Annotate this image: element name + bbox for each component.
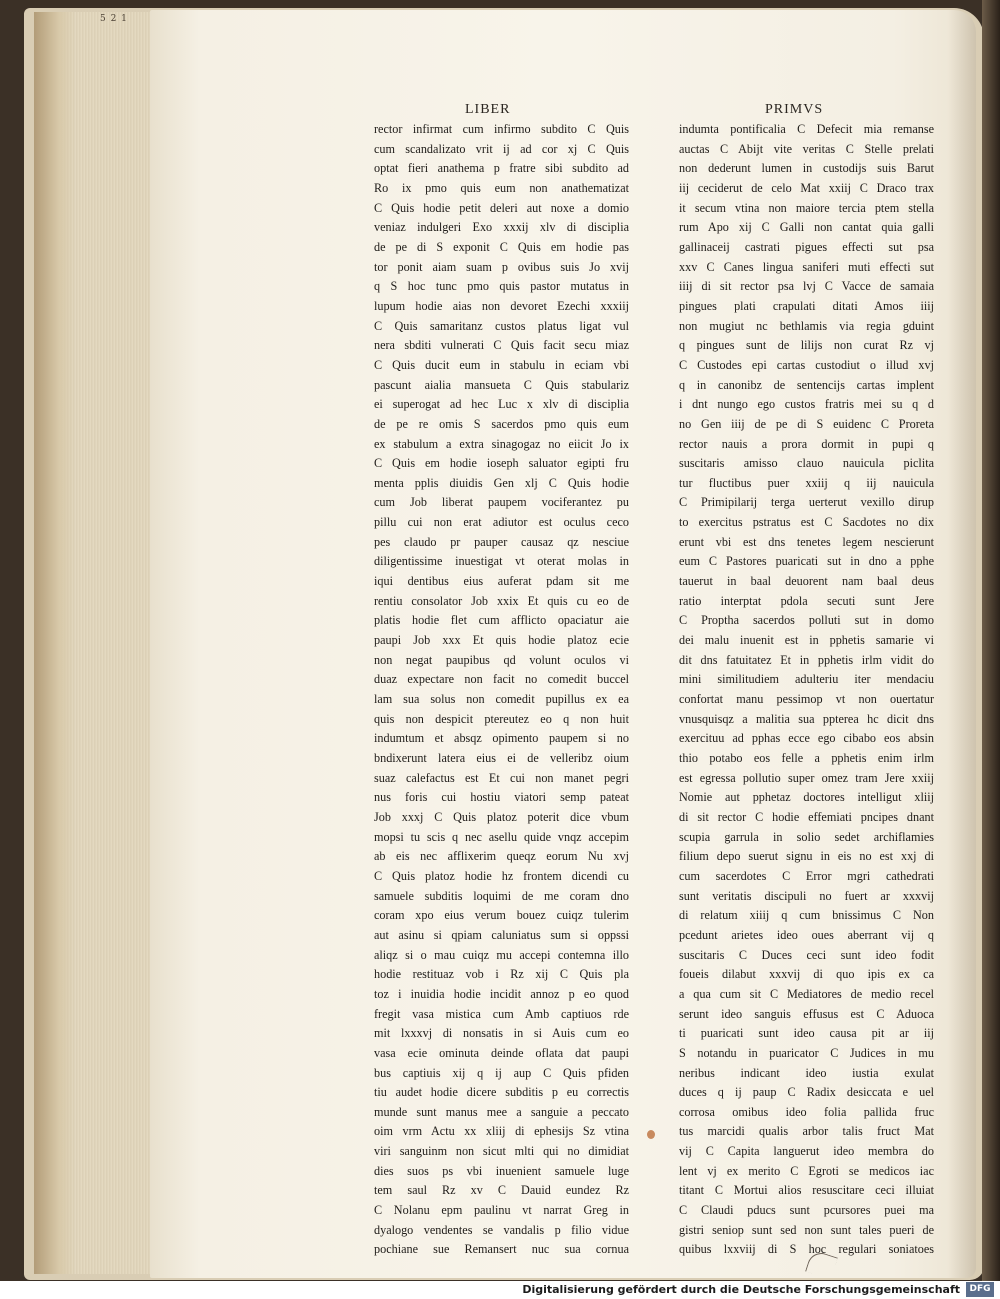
- text-line: de pe re omis S sacerdos pmo quis eum: [374, 416, 629, 431]
- text-line: munde sunt manus mee a sanguie a peccato: [374, 1104, 629, 1119]
- text-line: aliqz si o mau cuiqz mu accepi contemna illo: [374, 947, 629, 962]
- text-line: C Primipilarij terga uerterut vexillo dirup: [679, 495, 934, 510]
- text-line: ratio interptat pdola secuti sunt Jere: [679, 593, 934, 608]
- paper-stain: [647, 1130, 655, 1139]
- text-line: nus foris cui hostiu viatori semp pateat: [374, 790, 629, 805]
- text-line: di sit rector C hodie effemiati pncipes dnant: [679, 809, 934, 824]
- text-line: sunt veritatis discipuli no fuert ar xxxvij: [679, 888, 934, 903]
- text-line: iiij di sit rector psa lvj C Vacce de samaia: [679, 279, 934, 294]
- text-line: C Quis samaritanz custos platus ligat vul: [374, 318, 629, 333]
- text-line: to exercitus pstratus est C Sacdotes no dix: [679, 515, 934, 530]
- text-column-right: [679, 120, 934, 1260]
- text-line: serunt ideo sanguis effusus est C Aduoca: [679, 1006, 934, 1021]
- text-line: scupia garrula in solio sedet archiflamies: [679, 829, 934, 844]
- text-line: ab eis nec afflixerim queqz eorum Nu xvj: [374, 849, 629, 864]
- text-line: iij ceciderut de celo Mat xxiij C Draco trax: [679, 180, 934, 195]
- text-line: C Quis em hodie ioseph saluator egipti fru: [374, 456, 629, 471]
- text-line: C Quis platoz hodie hz frontem dicendi cu: [374, 868, 629, 883]
- text-line: non mugiut nc bethlamis via regia gduint: [679, 318, 934, 333]
- text-line: veniaz indulgeri Exo xxxij xlv di disciplia: [374, 220, 629, 235]
- text-line: i dnt nungo ego custos fratris mei su q d: [679, 397, 934, 412]
- dfg-logo: DFG: [966, 1282, 994, 1297]
- text-line: vnusquisqz a malitia sua ppterea hc dicit dns: [679, 711, 934, 726]
- text-line: tauerut in baal deuorent nam baal deus: [679, 574, 934, 589]
- text-line: quibus lxxviij di S hoc regulari soniatoes: [679, 1242, 934, 1257]
- text-line: rector infirmat cum infirmo subdito C Quis: [374, 122, 629, 136]
- text-line: confortat manu pessimop vt non ouertatur: [679, 692, 934, 707]
- text-line: Nomie aut pphetaz doctores intelligut xliij: [679, 790, 934, 805]
- scan-edge: [982, 0, 1000, 1281]
- text-line: platis hodie flet cum afflicto opaciatur aie: [374, 613, 629, 628]
- text-line: lam sua solus non comedit pupillus ex ea: [374, 692, 629, 707]
- text-line: C Claudi pducs sunt pcursores puei ma: [679, 1203, 934, 1218]
- text-line: rentiu consolator Job xxix Et quis cu eo de: [374, 593, 629, 608]
- text-line: no Gen iiij de pe di S euidenc C Proreta: [679, 416, 934, 431]
- text-line: suscitaris C Duces ceci sunt ideo fodit: [679, 947, 934, 962]
- text-line: vij C Capita languerut ideo membra do: [679, 1144, 934, 1159]
- funding-credit: Digitalisierung gefördert durch die Deutsche Forschungsgemeinschaft: [522, 1283, 960, 1296]
- text-line: non negat paupibus qd volunt oculos vi: [374, 652, 629, 667]
- text-line: ex stabulum a extra sinagogaz no eiicit Jo ix: [374, 436, 629, 451]
- text-line: optat fieri anathema p fratre sibi subdito ad: [374, 161, 629, 176]
- text-line: nera sbditi vulnerati C Quis facit secu miaz: [374, 338, 629, 353]
- text-line: cum scandalizato vrit ij ad cor xj C Quis: [374, 141, 629, 156]
- text-line: Ro ix pmo quis eum non anathematizat: [374, 180, 629, 195]
- text-line: mit lxxxvj di nonsatis in si Auis cum eo: [374, 1026, 629, 1041]
- text-line: mini similitudiem adulteriu iter mendaciu: [679, 672, 934, 687]
- text-line: duaz expectare non facit no comedit buccel: [374, 672, 629, 687]
- text-column-left: [374, 120, 629, 1260]
- text-line: q pingues sunt de lilijs non curat Rz vj: [679, 338, 934, 353]
- text-line: auctas C Abijt vite veritas C Stelle prelati: [679, 141, 934, 156]
- text-line: diligentissime inuestigat vt oterat molas in: [374, 554, 629, 569]
- text-line: lupum hodie aias non devoret Ezechi xxxiij: [374, 298, 629, 313]
- text-line: dyalogo vendentes se vandalis p filio vidue: [374, 1222, 629, 1237]
- text-line: pcedunt arietes ideo oues aberrant vij q: [679, 927, 934, 942]
- text-line: suaz calefactus est Et cui non manet pegri: [374, 770, 629, 785]
- text-line: ti puaricati sunt ideo causa pit ar iij: [679, 1026, 934, 1041]
- text-line: vasa ecie ominuta deinde oflata dat paupi: [374, 1045, 629, 1060]
- text-line: dit dns fatuitatez Et in pphetis irlm vidit do: [679, 652, 934, 667]
- running-head-right: PRIMVS: [765, 102, 824, 117]
- text-line: non dederunt lumen in custodijs suis Barut: [679, 161, 934, 176]
- text-line: viri sanguinm non sicut mlti qui no dimidiat: [374, 1144, 629, 1159]
- text-line: Job xxxj C Quis platoz poterit dice vbum: [374, 809, 629, 824]
- text-line: tur fluctibus puer xxiij q iij nauicula: [679, 475, 934, 490]
- text-line: C Custodes epi cartas custodiut o illud xvj: [679, 357, 934, 372]
- text-line: corrosa omibus ideo folia pallida fruc: [679, 1104, 934, 1119]
- text-line: toz i inuidia hodie incidit annoz p eo quod: [374, 986, 629, 1001]
- text-line: pochiane sue Remansert nuc sua cornua: [374, 1242, 629, 1257]
- text-line: de pe di S exponit C Quis em hodie pas: [374, 239, 629, 254]
- text-line: filium depo suerut signu in eis no est xxj di: [679, 849, 934, 864]
- text-line: iqui dentibus eius auferat pdam sit me: [374, 574, 629, 589]
- text-line: suscitaris amisso clauo nauicula piclita: [679, 456, 934, 471]
- text-line: paupi Job xxx Et quis hodie platoz ecie: [374, 633, 629, 648]
- text-line: mopsi tu scis q nec asellu quide vnqz accepim: [374, 829, 629, 844]
- page-edges: [34, 12, 157, 1274]
- text-line: lent vj ex merito C Egroti se medicos iac: [679, 1163, 934, 1178]
- text-line: cum sacerdotes C Error mgri cathedrati: [679, 868, 934, 883]
- text-line: thio potabo eos felle a pphetis enim irlm: [679, 751, 934, 765]
- text-line: aut asinu si qpiam caluniatus sum si oppssi: [374, 927, 629, 942]
- text-line: bus captiuis xij q ij aup C Quis pfiden: [374, 1065, 629, 1080]
- text-line: gistri seniop sunt sed non sunt tales pueri de: [679, 1222, 934, 1237]
- text-line: erunt vbi est dns tenetes legem nescierunt: [679, 534, 934, 549]
- text-line: C Quis ducit eum in stabulu in eciam vbi: [374, 357, 629, 372]
- text-line: pes claudo pr pauper causaz qz nesciue: [374, 534, 629, 549]
- text-line: it secum vtina non maiore tercia ptem stella: [679, 200, 934, 215]
- text-line: samuele subditis loquimi de me coram dno: [374, 888, 629, 903]
- text-line: pingues plati crapulati ditati Amos iiij: [679, 298, 934, 313]
- text-line: indumta pontificalia C Defecit mia remanse: [679, 122, 934, 136]
- text-line: cum Job liberat paupem vociferantez pu: [374, 495, 629, 510]
- text-line: pillu cui non erat adiutor est oculus ceco: [374, 515, 629, 530]
- text-line: neribus indicant ideo iustia exulat: [679, 1065, 934, 1080]
- text-line: C Quis hodie petit deleri aut noxe a domio: [374, 200, 629, 215]
- text-line: oim vrm Actu xx xliij di ephesijs Sz vtina: [374, 1124, 629, 1139]
- text-line: dei malu inuenit est in pphetis samarie vi: [679, 633, 934, 648]
- text-line: ei superogat ad hec Luc x xlv di disciplia: [374, 397, 629, 412]
- text-line: foueis dilabut xxxvij di quo ipis ex ca: [679, 967, 934, 982]
- text-line: S notandu in puaricator C Judices in mu: [679, 1045, 934, 1060]
- corner-mark: 5 2 1: [100, 14, 128, 24]
- text-line: eum C Pastores puaricati sut in dno a pphe: [679, 554, 934, 569]
- text-line: rum Apo xij C Galli non cantat quia galli: [679, 220, 934, 235]
- text-line: exercituu ad pphas ecce ego cibabo eos absin: [679, 731, 934, 746]
- text-line: gallinaceij castrati pigues effecti sut psa: [679, 239, 934, 254]
- text-line: tem saul Rz xv C Dauid eundez Rz: [374, 1183, 629, 1198]
- text-line: C Nolanu epm paulinu vt narrat Greg in: [374, 1203, 629, 1218]
- text-line: q S hoc tunc pmo quis pastor mutatus in: [374, 279, 629, 294]
- footer-bar: [0, 1281, 1000, 1299]
- text-line: a qua cum sit C Mediatores de medio recel: [679, 986, 934, 1001]
- text-line: menta pplis diuidis Gen xlj C Quis hodie: [374, 475, 629, 490]
- text-line: indumtum et absqz opimento paupem si no: [374, 731, 629, 746]
- text-line: dies suos ps vbi inuenient samuele luge: [374, 1163, 629, 1178]
- text-line: pascunt aialia mansueta C Quis stabulariz: [374, 377, 629, 392]
- running-head-left: LIBER: [465, 102, 511, 117]
- text-line: fregit vasa mistica cum Amb captiuos rde: [374, 1006, 629, 1021]
- text-line: quis non despicit ptereutez eo q non huit: [374, 711, 629, 726]
- text-line: tor ponit aiam suam p ovibus suis Jo xvij: [374, 259, 629, 274]
- text-line: coram xpo eius verum bouez cuiqz tulerim: [374, 908, 629, 923]
- text-line: est egressa pollutio super omez tram Jere xxiij: [679, 770, 934, 785]
- text-line: tiu audet hodie dicere subditis p eu correctis: [374, 1085, 629, 1100]
- text-line: q in canonibz de sentencijs cartas implent: [679, 377, 934, 392]
- text-line: xxv C Canes lingua saniferi muti effecti sut: [679, 259, 934, 274]
- text-line: bndixerunt latera eius ei de velleribz oium: [374, 751, 629, 765]
- text-line: hodie restituaz vob i Rz xij C Quis pla: [374, 967, 629, 982]
- text-line: duces q ij paup C Radix desiccata e uel: [679, 1085, 934, 1100]
- text-line: titant C Mortui alios resuscitare ceci illuiat: [679, 1183, 934, 1198]
- text-line: rector nauis a prora dormit in pupi q: [679, 436, 934, 451]
- text-line: C Proptha sacerdos polluti sut in domo: [679, 613, 934, 628]
- text-line: di relatum xiiij q cum bnissimus C Non: [679, 908, 934, 923]
- text-line: tus marcidi qualis arbor talis fruct Mat: [679, 1124, 934, 1139]
